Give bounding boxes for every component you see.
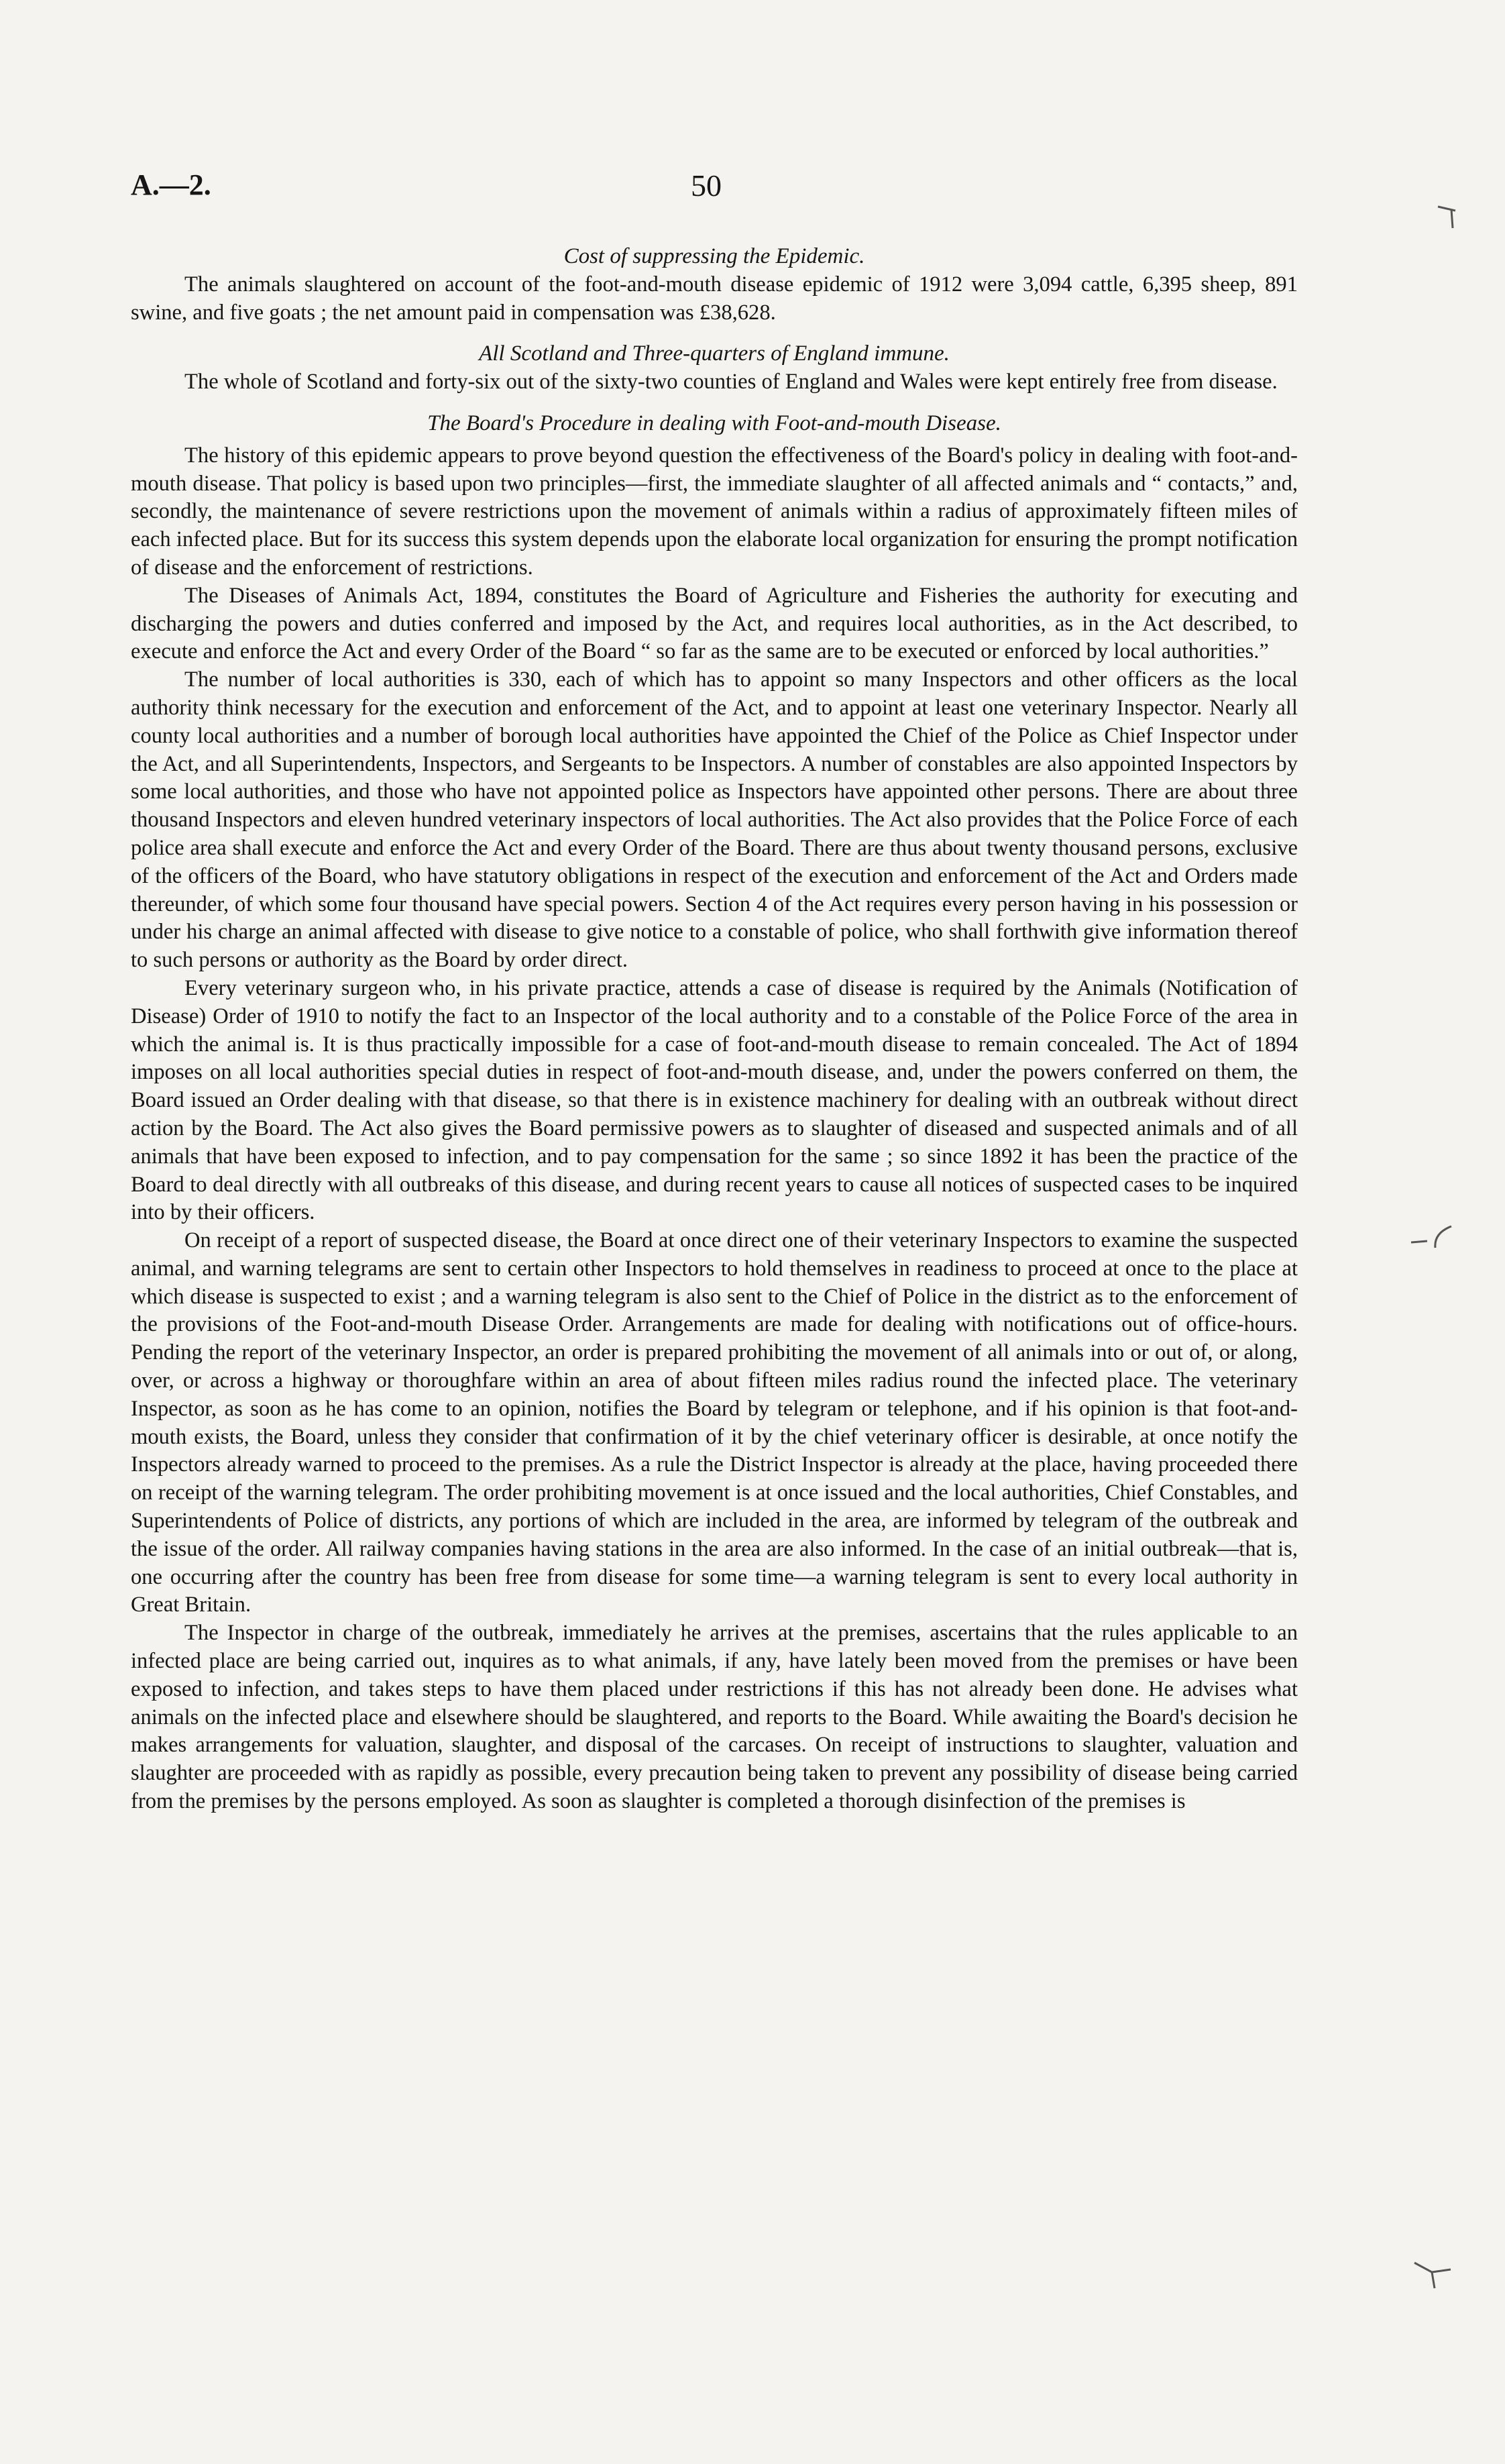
page-header: [131, 168, 1298, 208]
section-heading: Cost of suppressing the Epidemic.: [563, 244, 865, 268]
paragraph: The number of local authorities is 330, each of which has to appoint so many Inspectors and other officers as the local authority think necessary for the execution and enforcement of the Act, and to appoint at least one veterinary Inspector. Nearly all county local authorities and a number of borough local authorities have appointed the Chief of the Police as Chief Inspector under the Act, and all Superintendents, Inspectors, and Sergeants to be Inspectors. A number of constables are also appointed Inspectors by some local authorities, and those who have not appointed police as Inspectors have appointed other persons. There are about three thousand Inspectors and eleven hundred veterinary inspectors of local authorities. The Act also provides that the Police Force of each police area shall execute and enforce the Act and every Order of the Board. There are thus about twenty thousand persons, exclusive of the officers of the Board, who have statutory obligations in respect of the execution and enforcement of the Act and Orders made thereunder, of which some four thousand have special powers. Section 4 of the Act requires every person having in his possession or under his charge an animal affected with disease to give notice to a constable of police, who shall forthwith give information thereof to such persons or authority as the Board by order direct.: [131, 667, 1298, 973]
document-body: [131, 243, 1298, 1816]
scan-mark: [1412, 2257, 1459, 2298]
paragraph: On receipt of a report of suspected disease, the Board at once direct one of their veterinary Inspectors to examine the suspected animal, and warning telegrams are sent to certain other Inspectors to hold themselves in readiness to proceed at once to the place at which disease is suspected to exist ; and a warning telegram is also sent to the Chief of Police in the district as to the enforcement of the provisions of the Foot-and-mouth Disease Order. Arrangements are made for dealing with notifications out of office-hours. Pending the report of the veterinary Inspector, an order is prepared prohibiting the movement of all animals into or out of, or along, over, or across a highway or thoroughfare within an area of about fifteen miles radius round the infected place. The veterinary Inspector, as soon as he has come to an opinion, notifies the Board by telegram or telephone, and if his opinion is that foot-and-mouth exists, the Board, unless they consider that confirmation of it by the chief veterinary officer is desirable, at once notify the Inspectors already warned to proceed to the premises. As a rule the District Inspector is already at the place, having proceeded there on receipt of the warning telegram. The order prohibiting movement is at once issued and the local authorities, Chief Constables, and Superintendents of Police of districts, any portions of which are included in the area, are informed by telegram of the outbreak and the issue of the order. All railway companies having stations in the area are also informed. In the case of an initial outbreak—that is, one occurring after the country has been free from disease for some time—a warning telegram is sent to every local authority in Great Britain.: [131, 1228, 1298, 1617]
paragraph: Every veterinary surgeon who, in his private practice, attends a case of disease is required by the Animals (Notification of Disease) Order of 1910 to notify the fact to an Inspector of the local authority and to a constable of the Police Force of the area in which the animal is. It is thus practically impossible for a case of foot-and-mouth disease to remain concealed. The Act of 1894 imposes on all local authorities special duties in respect of foot-and-mouth disease, and, under the powers conferred on them, the Board issued an Order dealing with that disease, so that there is in existence machinery for dealing with an outbreak without direct action by the Board. The Act also gives the Board permissive powers as to slaughter of diseased and suspected animals and of all animals that have been exposed to infection, and to pay compensation for the same ; so since 1892 it has been the practice of the Board to deal directly with all outbreaks of this disease, and during recent years to cause all notices of suspected cases to be inquired into by their officers.: [131, 975, 1298, 1225]
paragraph: The whole of Scotland and forty-six out of the sixty-two counties of England and Wales were kept entirely free from disease.: [184, 370, 1278, 394]
scan-mark: [1435, 201, 1462, 235]
page-number: 50: [691, 168, 722, 203]
section-heading: The Board's Procedure in dealing with Foot-and-mouth Disease.: [427, 411, 1001, 435]
paragraph: The history of this epidemic appears to prove beyond question the effectiveness of the Board's policy in dealing with foot-and-mouth disease. That policy is based upon two principles—first, the immediate slaughter of all affected animals and “ contacts,” and, secondly, the maintenance of severe restrictions upon the movement of animals within a radius of approximately fifteen miles of each infected place. But for its success this system depends upon the elaborate local organization for ensuring the prompt notification of disease and the enforcement of restrictions.: [131, 443, 1298, 580]
paragraph: The animals slaughtered on account of the foot-and-mouth disease epidemic of 1912 were 3,094 cattle, 6,395 sheep, 891 swine, and five goats ; the net amount paid in compensation was £38,628.: [131, 272, 1298, 325]
section-heading: All Scotland and Three-quarters of England immune.: [479, 341, 950, 366]
document-reference: A.—2.: [131, 168, 211, 201]
scan-mark: [1408, 1221, 1455, 1261]
paragraph: The Diseases of Animals Act, 1894, constitutes the Board of Agriculture and Fisheries the authority for executing and discharging the powers and duties conferred and imposed by the Act, and requires local authorities, as in the Act described, to execute and enforce the Act and every Order of the Board “ so far as the same are to be executed or enforced by local authorities.”: [131, 583, 1298, 664]
paragraph: The Inspector in charge of the outbreak, immediately he arrives at the premises, ascertains that the rules applicable to an infected place are being carried out, inquires as to what animals, if any, have lately been moved from the premises or have been exposed to infection, and takes steps to have them placed under restrictions if this has not already been done. He advises what animals on the infected place and elsewhere should be slaughtered, and reports to the Board. While awaiting the Board's decision he makes arrangements for valuation, slaughter, and disposal of the carcases. On receipt of instructions to slaughter, valuation and slaughter are proceeded with as rapidly as possible, every precaution being taken to prevent any possibility of disease being carried from the premises by the persons employed. As soon as slaughter is completed a thorough disinfection of the premises is: [131, 1621, 1298, 1814]
